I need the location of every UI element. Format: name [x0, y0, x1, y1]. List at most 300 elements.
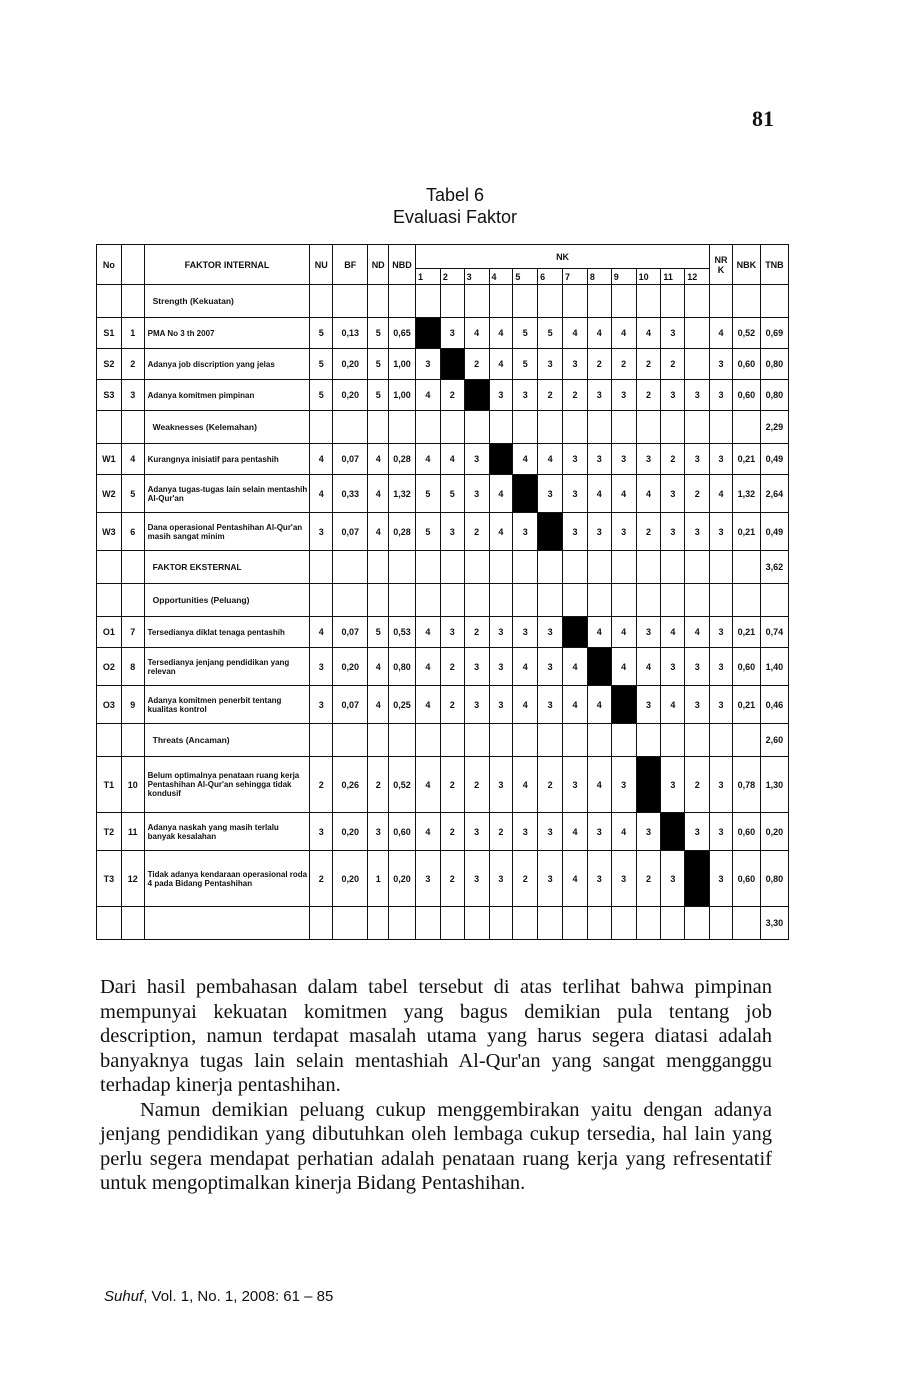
nk-value: 2 [587, 349, 611, 380]
value-nu: 3 [310, 648, 333, 686]
value-nd: 5 [368, 380, 389, 411]
value-nu: 3 [310, 813, 333, 851]
nk-value: 4 [415, 617, 440, 648]
value-nrk: 3 [710, 757, 733, 813]
section-tnb: 3,30 [760, 907, 788, 940]
nk-value: 2 [685, 757, 710, 813]
factor-number: 1 [121, 318, 144, 349]
value-nrk: 3 [710, 617, 733, 648]
cell-blank [685, 907, 710, 940]
cell-blank [97, 285, 122, 318]
cell-blank [389, 411, 416, 444]
nk-value: 3 [661, 475, 685, 513]
nk-value: 4 [563, 851, 588, 907]
nk-diagonal-cell [513, 475, 538, 513]
cell-blank [538, 724, 563, 757]
nk-value: 4 [611, 318, 636, 349]
cell-blank [636, 285, 661, 318]
section-row [97, 584, 789, 617]
cell-blank [464, 285, 489, 318]
cell-blank [732, 551, 760, 584]
cell-blank [661, 907, 685, 940]
factor-number: 8 [121, 648, 144, 686]
nk-value: 4 [538, 444, 563, 475]
cell-blank [563, 411, 588, 444]
factor-number: 4 [121, 444, 144, 475]
cell-blank [732, 285, 760, 318]
nk-value: 3 [636, 617, 661, 648]
section-title: Strength (Kekuatan) [144, 285, 310, 318]
value-tnb: 0,69 [760, 318, 788, 349]
cell-blank [611, 411, 636, 444]
nk-value: 3 [464, 813, 489, 851]
nk-value: 4 [587, 617, 611, 648]
nk-value: 3 [513, 813, 538, 851]
cell-blank [611, 724, 636, 757]
cell-blank [121, 724, 144, 757]
header-nd: ND [368, 245, 389, 285]
cell-blank [333, 285, 368, 318]
nk-value: 4 [513, 686, 538, 724]
factor-name: Adanya job discription yang jelas [144, 349, 310, 380]
nk-diagonal-cell [489, 444, 513, 475]
value-nrk: 3 [710, 851, 733, 907]
value-bf: 0,20 [333, 380, 368, 411]
nk-value: 3 [685, 686, 710, 724]
value-nu: 2 [310, 757, 333, 813]
factor-number: 5 [121, 475, 144, 513]
value-nbk: 0,21 [732, 617, 760, 648]
cell-blank [685, 724, 710, 757]
nk-value: 2 [538, 757, 563, 813]
nk-value: 4 [415, 380, 440, 411]
value-nrk: 3 [710, 349, 733, 380]
nk-value: 4 [513, 757, 538, 813]
value-tnb: 0,49 [760, 513, 788, 551]
factor-row [97, 648, 789, 686]
value-bf: 0,20 [333, 851, 368, 907]
nk-value: 4 [440, 444, 464, 475]
value-bf: 0,20 [333, 648, 368, 686]
cell-blank [310, 551, 333, 584]
cell-blank [415, 411, 440, 444]
header-nk-10: 10 [636, 269, 661, 285]
cell-blank [310, 285, 333, 318]
nk-value: 4 [513, 444, 538, 475]
header-nk: NK [415, 245, 709, 269]
value-tnb: 0,80 [760, 851, 788, 907]
cell-blank [563, 551, 588, 584]
nk-value: 4 [489, 513, 513, 551]
cell-blank [489, 584, 513, 617]
cell-blank [489, 724, 513, 757]
citation-details: , Vol. 1, No. 1, 2008: 61 – 85 [143, 1288, 334, 1305]
nk-value: 2 [636, 513, 661, 551]
nk-value: 4 [587, 475, 611, 513]
nk-value: 3 [563, 475, 588, 513]
factor-evaluation-table [96, 244, 789, 940]
value-nu: 5 [310, 380, 333, 411]
value-bf: 0,13 [333, 318, 368, 349]
nk-diagonal-cell [661, 813, 685, 851]
cell-blank [636, 551, 661, 584]
factor-code: S2 [97, 349, 122, 380]
nk-value: 3 [563, 349, 588, 380]
cell-blank [389, 285, 416, 318]
cell-blank [538, 551, 563, 584]
nk-value: 4 [563, 813, 588, 851]
cell-blank [415, 285, 440, 318]
factor-code: W3 [97, 513, 122, 551]
nk-value: 2 [489, 813, 513, 851]
nk-value: 3 [464, 851, 489, 907]
section-title [144, 907, 310, 940]
section-row [97, 907, 789, 940]
nk-value: 3 [415, 851, 440, 907]
value-tnb: 1,40 [760, 648, 788, 686]
nk-value: 3 [611, 513, 636, 551]
nk-value: 3 [538, 686, 563, 724]
section-tnb: 2,29 [760, 411, 788, 444]
journal-name: Suhuf [104, 1288, 144, 1305]
factor-row [97, 444, 789, 475]
factor-code: S1 [97, 318, 122, 349]
nk-value: 3 [464, 648, 489, 686]
factor-name: Adanya naskah yang masih terlalu banyak kesalahan [144, 813, 310, 851]
cell-blank [415, 724, 440, 757]
cell-blank [538, 584, 563, 617]
nk-value: 3 [538, 349, 563, 380]
value-nrk: 4 [710, 475, 733, 513]
factor-code: T3 [97, 851, 122, 907]
nk-value: 4 [611, 475, 636, 513]
cell-blank [636, 907, 661, 940]
value-nbk: 0,21 [732, 444, 760, 475]
factor-code: O1 [97, 617, 122, 648]
factor-name: Tidak adanya kendaraan operasional roda 4 pada Bidang Pentashihan [144, 851, 310, 907]
cell-blank [661, 411, 685, 444]
factor-name: Belum optimalnya penataan ruang kerja Pentashihan Al-Qur'an sehingga tidak kondusif [144, 757, 310, 813]
factor-name: PMA No 3 th 2007 [144, 318, 310, 349]
cell-blank [440, 724, 464, 757]
value-bf: 0,33 [333, 475, 368, 513]
value-tnb: 0,20 [760, 813, 788, 851]
value-tnb: 1,30 [760, 757, 788, 813]
cell-blank [587, 584, 611, 617]
cell-blank [661, 584, 685, 617]
cell-blank [368, 411, 389, 444]
nk-diagonal-cell [611, 686, 636, 724]
nk-value: 3 [538, 475, 563, 513]
value-nbd: 0,28 [389, 444, 416, 475]
cell-blank [440, 285, 464, 318]
nk-value: 3 [587, 851, 611, 907]
cell-blank [464, 584, 489, 617]
nk-value: 2 [685, 475, 710, 513]
nk-value: 4 [685, 617, 710, 648]
nk-value: 4 [636, 648, 661, 686]
header-nk-5: 5 [513, 269, 538, 285]
factor-code: O3 [97, 686, 122, 724]
nk-value: 3 [464, 444, 489, 475]
value-bf: 0,20 [333, 813, 368, 851]
cell-blank [513, 724, 538, 757]
nk-value: 3 [661, 757, 685, 813]
nk-value: 4 [489, 475, 513, 513]
nk-value: 2 [440, 686, 464, 724]
cell-blank [489, 285, 513, 318]
cell-blank [121, 411, 144, 444]
value-nu: 3 [310, 686, 333, 724]
nk-value: 5 [415, 475, 440, 513]
cell-blank [587, 907, 611, 940]
factor-row [97, 380, 789, 411]
value-nbd: 0,65 [389, 318, 416, 349]
nk-value: 3 [563, 444, 588, 475]
nk-value: 2 [440, 648, 464, 686]
value-nd: 4 [368, 648, 389, 686]
nk-value: 2 [636, 380, 661, 411]
header-tnb: TNB [760, 245, 788, 285]
factor-number: 11 [121, 813, 144, 851]
cell-blank [121, 584, 144, 617]
factor-row [97, 318, 789, 349]
value-nbk: 0,60 [732, 851, 760, 907]
value-nd: 5 [368, 617, 389, 648]
nk-value: 4 [611, 648, 636, 686]
nk-value: 3 [587, 380, 611, 411]
nk-value: 5 [415, 513, 440, 551]
cell-blank [710, 285, 733, 318]
section-title: Weaknesses (Kelemahan) [144, 411, 310, 444]
nk-value: 3 [513, 513, 538, 551]
value-bf: 0,07 [333, 513, 368, 551]
value-nu: 4 [310, 617, 333, 648]
factor-number: 9 [121, 686, 144, 724]
factor-number: 10 [121, 757, 144, 813]
nk-value: 3 [611, 757, 636, 813]
value-nbd: 0,25 [389, 686, 416, 724]
cell-blank [97, 584, 122, 617]
cell-blank [440, 551, 464, 584]
header-nbk: NBK [732, 245, 760, 285]
header-bf: BF [333, 245, 368, 285]
section-row [97, 551, 789, 584]
nk-value: 3 [685, 813, 710, 851]
cell-blank [489, 551, 513, 584]
cell-blank [732, 411, 760, 444]
cell-blank [415, 584, 440, 617]
cell-blank [513, 551, 538, 584]
header-nk-11: 11 [661, 269, 685, 285]
value-nu: 4 [310, 475, 333, 513]
cell-blank [710, 584, 733, 617]
nk-value: 2 [636, 851, 661, 907]
nk-value: 2 [661, 444, 685, 475]
value-bf: 0,20 [333, 349, 368, 380]
factor-number: 2 [121, 349, 144, 380]
header-nk-7: 7 [563, 269, 588, 285]
factor-row [97, 475, 789, 513]
cell-blank [489, 907, 513, 940]
nk-diagonal-cell [563, 617, 588, 648]
cell-blank [611, 285, 636, 318]
factor-code: S3 [97, 380, 122, 411]
header-nk-9: 9 [611, 269, 636, 285]
nk-value: 4 [563, 648, 588, 686]
page-number: 81 [752, 106, 774, 131]
value-nd: 3 [368, 813, 389, 851]
cell-blank [513, 285, 538, 318]
value-nu: 2 [310, 851, 333, 907]
footer-citation [104, 1288, 333, 1305]
value-nd: 5 [368, 349, 389, 380]
value-nu: 5 [310, 349, 333, 380]
nk-value: 3 [440, 617, 464, 648]
nk-value: 4 [587, 318, 611, 349]
value-tnb: 2,64 [760, 475, 788, 513]
cell-blank [389, 907, 416, 940]
header-nu: NU [310, 245, 333, 285]
nk-value: 3 [611, 851, 636, 907]
nk-value: 4 [636, 475, 661, 513]
factor-name: Adanya tugas-tugas lain selain mentashih Al-Qur'an [144, 475, 310, 513]
factor-number: 7 [121, 617, 144, 648]
nk-value: 5 [513, 318, 538, 349]
nk-value: 3 [661, 851, 685, 907]
nk-value: 4 [415, 444, 440, 475]
factor-number: 12 [121, 851, 144, 907]
value-bf: 0,26 [333, 757, 368, 813]
cell-blank [333, 551, 368, 584]
nk-value: 4 [415, 648, 440, 686]
cell-blank [563, 584, 588, 617]
nk-value: 3 [587, 813, 611, 851]
value-nbd: 0,20 [389, 851, 416, 907]
header-nk-12: 12 [685, 269, 710, 285]
section-tnb: 3,62 [760, 551, 788, 584]
value-nbd: 1,32 [389, 475, 416, 513]
nk-value: 3 [513, 380, 538, 411]
caption-table-number: Tabel 6 [425, 185, 485, 205]
section-title: Opportunities (Peluang) [144, 584, 310, 617]
header-nk-1: 1 [415, 269, 440, 285]
nk-value: 4 [661, 686, 685, 724]
nk-value: 3 [636, 813, 661, 851]
nk-value: 2 [464, 617, 489, 648]
nk-value: 2 [538, 380, 563, 411]
cell-blank [710, 907, 733, 940]
nk-diagonal-cell [440, 349, 464, 380]
cell-blank [464, 724, 489, 757]
nk-value: 3 [513, 617, 538, 648]
nk-value: 3 [636, 686, 661, 724]
section-tnb [760, 285, 788, 318]
nk-value: 3 [538, 617, 563, 648]
nk-value: 3 [489, 686, 513, 724]
nk-value: 3 [464, 475, 489, 513]
value-nd: 2 [368, 757, 389, 813]
nk-value: 3 [661, 380, 685, 411]
cell-blank [587, 411, 611, 444]
nk-value: 3 [489, 648, 513, 686]
value-nbk: 0,78 [732, 757, 760, 813]
cell-blank [440, 411, 464, 444]
nk-value: 2 [563, 380, 588, 411]
paragraph-2: Namun demikian peluang cukup menggembirakan yaitu dengan adanya jenjang pendidikan yang dibutuhkan oleh lembaga cukup tersedia, hal lain yang perlu segera mendapat perhatian adalah penataan ruang kerja yang refresentatif untuk mengoptimalkan kinerja Bidang Pentashihan. [100, 1098, 772, 1194]
cell-blank [440, 584, 464, 617]
cell-blank [368, 584, 389, 617]
cell-blank [97, 907, 122, 940]
cell-blank [611, 551, 636, 584]
nk-value: 3 [661, 648, 685, 686]
cell-blank [538, 285, 563, 318]
header-nk-6: 6 [538, 269, 563, 285]
section-title: Threats (Ancaman) [144, 724, 310, 757]
nk-value: 3 [661, 513, 685, 551]
value-nrk: 4 [710, 318, 733, 349]
cell-blank [121, 907, 144, 940]
value-tnb: 0,46 [760, 686, 788, 724]
factor-name: Adanya komitmen penerbit tentang kualitas kontrol [144, 686, 310, 724]
cell-blank [710, 724, 733, 757]
cell-blank [121, 285, 144, 318]
factor-number: 6 [121, 513, 144, 551]
factor-row [97, 851, 789, 907]
value-nu: 3 [310, 513, 333, 551]
value-nd: 4 [368, 475, 389, 513]
cell-blank [710, 411, 733, 444]
nk-value: 4 [611, 617, 636, 648]
cell-blank [587, 724, 611, 757]
value-nrk: 3 [710, 813, 733, 851]
factor-code: T2 [97, 813, 122, 851]
nk-value: 3 [489, 380, 513, 411]
nk-value: 3 [415, 349, 440, 380]
nk-value: 4 [563, 686, 588, 724]
nk-diagonal-cell [464, 380, 489, 411]
factor-code: W1 [97, 444, 122, 475]
nk-diagonal-cell [636, 757, 661, 813]
factor-row [97, 757, 789, 813]
nk-value: 2 [464, 513, 489, 551]
value-bf: 0,07 [333, 686, 368, 724]
nk-value: 3 [563, 513, 588, 551]
cell-blank [97, 724, 122, 757]
cell-blank [661, 285, 685, 318]
nk-value: 3 [538, 813, 563, 851]
nk-value [685, 349, 710, 380]
table-caption [300, 184, 610, 228]
cell-blank [611, 584, 636, 617]
cell-blank [310, 724, 333, 757]
cell-blank [389, 724, 416, 757]
nk-value: 3 [611, 380, 636, 411]
cell-blank [636, 411, 661, 444]
nk-value: 2 [440, 757, 464, 813]
nk-value: 2 [464, 349, 489, 380]
cell-blank [389, 584, 416, 617]
value-nu: 4 [310, 444, 333, 475]
nk-value: 4 [415, 686, 440, 724]
nk-value: 4 [415, 813, 440, 851]
cell-blank [732, 724, 760, 757]
cell-blank [368, 724, 389, 757]
nk-value: 2 [661, 349, 685, 380]
value-nbd: 0,52 [389, 757, 416, 813]
nk-value: 3 [685, 444, 710, 475]
cell-blank [685, 285, 710, 318]
